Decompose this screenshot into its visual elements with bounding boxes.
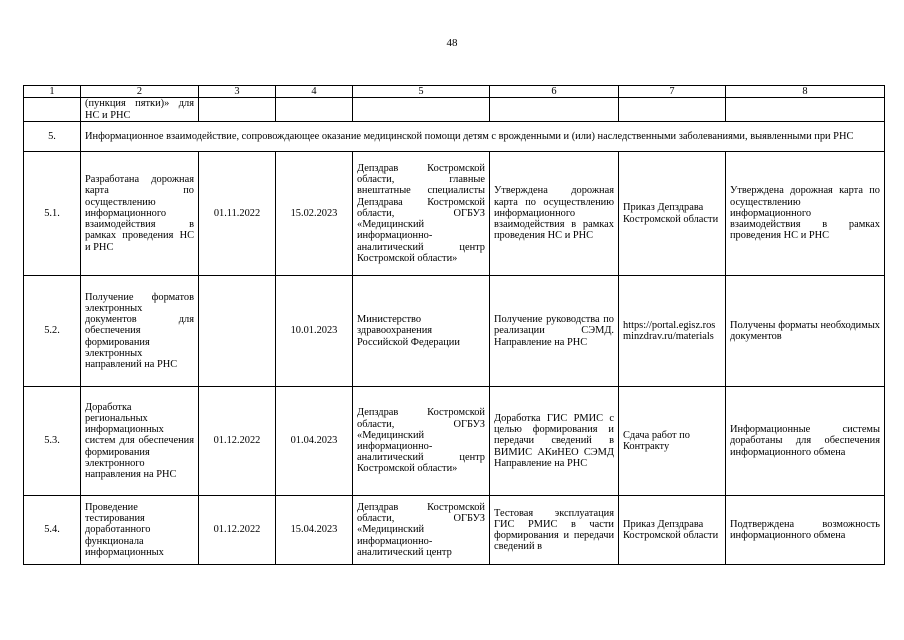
document-cell: Сдача работ по Контракту (619, 387, 726, 496)
plan-table (23, 85, 885, 565)
start-date (199, 276, 276, 387)
header-cell: 2 (81, 86, 199, 98)
continuation-row (24, 98, 885, 122)
section-title: Информационное взаимодействие, сопровождающее оказание медицинской помощи детям с врожденными и (или) наследственными заболеваниями, выявленными при РНС (81, 122, 885, 152)
end-date: 15.04.2023 (276, 496, 353, 565)
row-number: 5.4. (24, 496, 81, 565)
header-cell: 3 (199, 86, 276, 98)
outcome-cell: Получены форматы необходимых документов (726, 276, 885, 387)
end-date: 10.01.2023 (276, 276, 353, 387)
activity-cell: Разработана дорожная карта по осуществлению информационного взаимодействия в рамках проведения НС и РНС (81, 152, 199, 276)
header-cell: 7 (619, 86, 726, 98)
end-date: 01.04.2023 (276, 387, 353, 496)
header-cell: 4 (276, 86, 353, 98)
header-row (24, 86, 885, 98)
row-number: 5.1. (24, 152, 81, 276)
activity-cell: Доработка региональных информационных систем для обеспечения формирования электронного направления на РНС (81, 387, 199, 496)
document-cell: Приказ Депздрава Костромской области (619, 152, 726, 276)
document-cell: Приказ Депздрава Костромской области (619, 496, 726, 565)
result-cell: Доработка ГИС РМИС с целью формирования и передачи сведений в ВИМИС АКиНЕО СЭМД Направление на РНС (490, 387, 619, 496)
responsible-cell: Министерство здравоохранения Российской Федерации (353, 276, 490, 387)
continuation-activity: (пункция пятки)» для НС и РНС (81, 98, 199, 122)
outcome-cell: Информационные системы доработаны для обеспечения информационного обмена (726, 387, 885, 496)
page-number: 48 (446, 37, 458, 49)
header-cell: 6 (490, 86, 619, 98)
start-date: 01.11.2022 (199, 152, 276, 276)
responsible-cell: Депздрав Костромской области, ОГБУЗ «Медицинский информационно-аналитический центр (353, 496, 490, 565)
result-cell: Получение руководства по реализации СЭМД. Направление на РНС (490, 276, 619, 387)
outcome-cell: Подтверждена возможность информационного обмена (726, 496, 885, 565)
section-number: 5. (24, 122, 81, 152)
result-cell: Тестовая эксплуатация ГИС РМИС в части формирования и передачи сведений в (490, 496, 619, 565)
outcome-cell: Утверждена дорожная карта по осуществлению информационного взаимодействия в рамках проведения НС и РНС (726, 152, 885, 276)
header-cell: 1 (24, 86, 81, 98)
activity-cell: Проведение тестирования доработанного функционала информационных (81, 496, 199, 565)
row-number: 5.3. (24, 387, 81, 496)
table-row (24, 387, 885, 496)
start-date: 01.12.2022 (199, 496, 276, 565)
table-row (24, 152, 885, 276)
section-row (24, 122, 885, 152)
result-cell: Утверждена дорожная карта по осуществлению информационного взаимодействия в рамках проведения НС и РНС (490, 152, 619, 276)
row-number: 5.2. (24, 276, 81, 387)
end-date: 15.02.2023 (276, 152, 353, 276)
responsible-cell: Депздрав Костромской области, ОГБУЗ «Медицинский информационно-аналитический центр Костромской области» (353, 387, 490, 496)
activity-cell: Получение форматов электронных документов для обеспечения формирования электронных направлений на РНС (81, 276, 199, 387)
header-cell: 8 (726, 86, 885, 98)
table-row (24, 276, 885, 387)
header-cell: 5 (353, 86, 490, 98)
document-link[interactable]: https://portal.egisz.rosminzdrav.ru/materials (619, 276, 726, 387)
responsible-cell: Депздрав Костромской области, главные внештатные специалисты Депздрава Костромской области, ОГБУЗ «Медицинский информационно-аналитический центр Костромской области» (353, 152, 490, 276)
table-row (24, 496, 885, 565)
start-date: 01.12.2022 (199, 387, 276, 496)
